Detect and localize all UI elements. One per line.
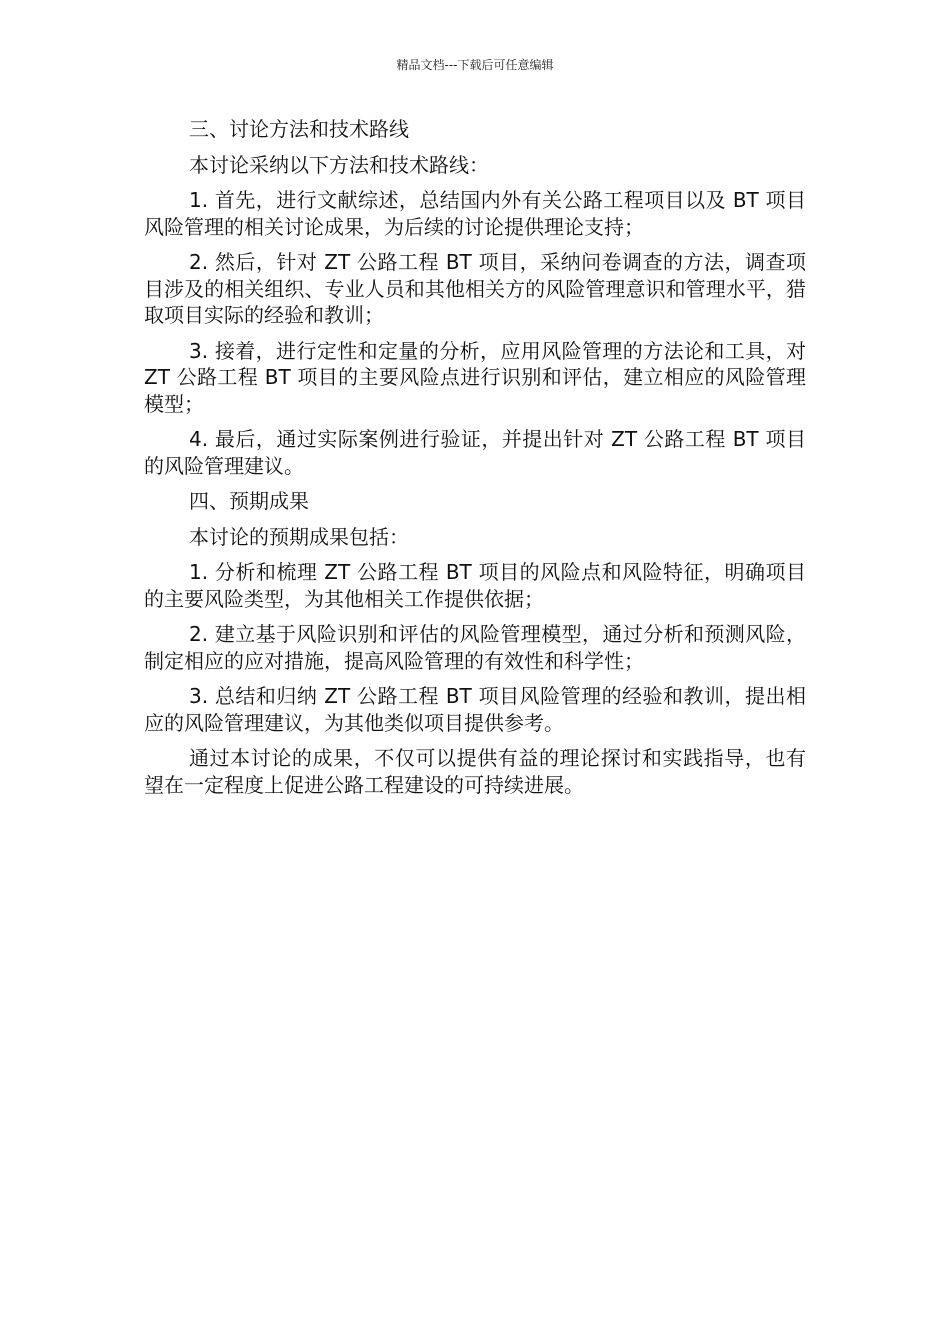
section-intro-methods: 本讨论采纳以下方法和技术路线：: [189, 152, 489, 177]
page-header: 精品文档---下载后可任意编辑: [396, 58, 554, 72]
outcome-item: 1. 分析和梳理 ZT 公路工程 BT 项目的风险点和风险特征，明确项目的主要风险类型，为其他相关工作提供依据；: [144, 560, 806, 611]
conclusion-paragraph: 通过本讨论的成果，不仅可以提供有益的理论探讨和实践指导，也有望在一定程度上促进公路工程建设的可持续进展。: [144, 746, 806, 797]
method-item: 3. 接着，进行定性和定量的分析，应用风险管理的方法论和工具，对 ZT 公路工程 BT 项目的主要风险点进行识别和评估，建立相应的风险管理模型；: [144, 338, 806, 416]
method-item: 1. 首先，进行文献综述，总结国内外有关公路工程项目以及 BT 项目风险管理的相关讨论成果，为后续的讨论提供理论支持；: [144, 188, 806, 239]
section-heading-outcomes: 四、预期成果: [189, 489, 309, 513]
section-intro-outcomes: 本讨论的预期成果包括：: [189, 524, 409, 549]
section-heading-methods: 三、讨论方法和技术路线: [189, 117, 409, 141]
document-body: [144, 116, 806, 807]
method-item: 4. 最后，通过实际案例进行验证，并提出针对 ZT 公路工程 BT 项目的风险管理建议。: [144, 427, 806, 478]
outcome-item: 2. 建立基于风险识别和评估的风险管理模型，通过分析和预测风险，制定相应的应对措施，提高风险管理的有效性和科学性；: [144, 622, 806, 673]
method-item: 2. 然后，针对 ZT 公路工程 BT 项目，采纳问卷调查的方法，调查项目涉及的相关组织、专业人员和其他相关方的风险管理意识和管理水平，猎取项目实际的经验和教训；: [144, 250, 806, 327]
outcome-item: 3. 总结和归纳 ZT 公路工程 BT 项目风险管理的经验和教训，提出相应的风险管理建议，为其他类似项目提供参考。: [144, 684, 806, 735]
